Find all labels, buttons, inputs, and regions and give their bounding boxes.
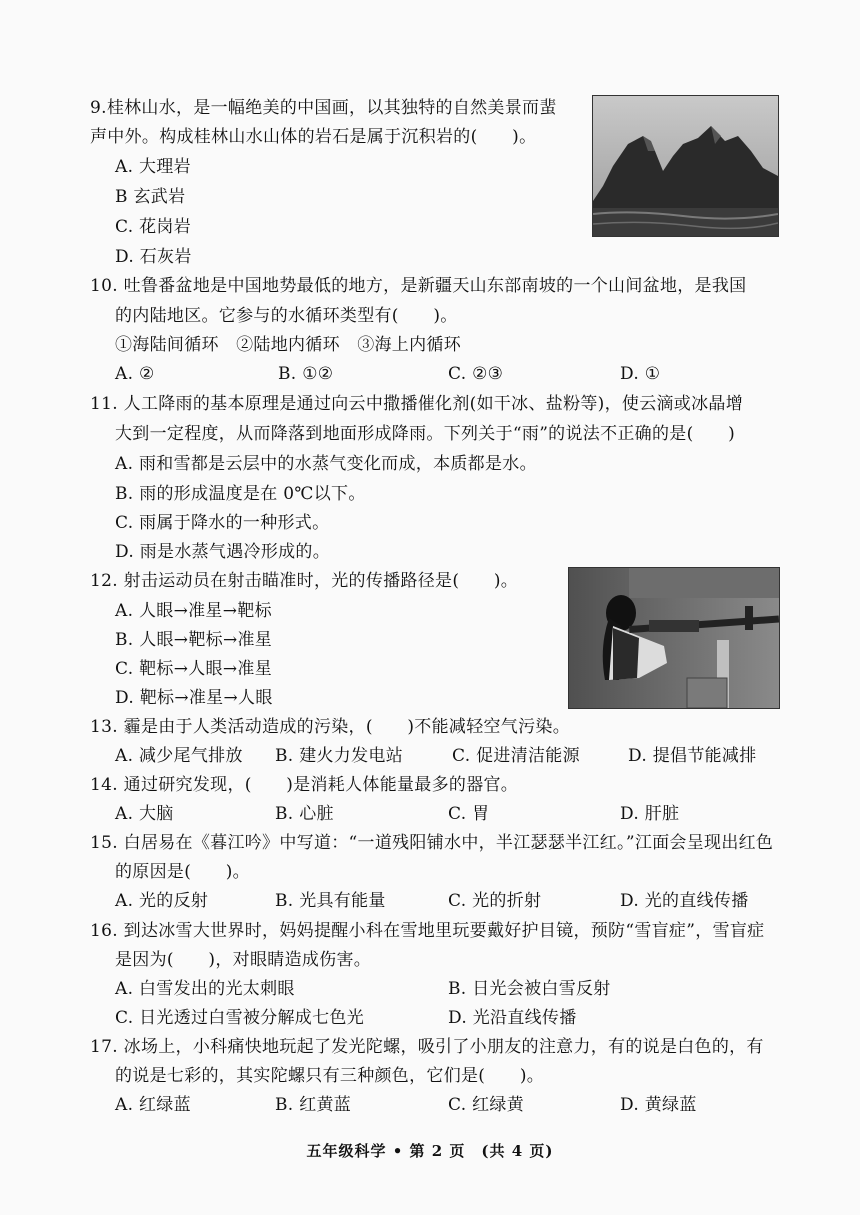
q14-option-c: C. 胃 <box>448 804 490 824</box>
q17-option-b: B. 红黄蓝 <box>275 1095 352 1115</box>
q12-option-b: B. 人眼→靶标→准星 <box>115 630 273 650</box>
q16-option-c: C. 日光透过白雪被分解成七色光 <box>115 1008 365 1028</box>
q12-stem: 12. 射击运动员在射击瞄准时，光的传播路径是( )。 <box>90 571 519 591</box>
q10-option-a: A. ② <box>115 364 155 384</box>
q14-option-a: A. 大脑 <box>115 804 174 824</box>
q12-option-c: C. 靶标→人眼→准星 <box>115 659 272 679</box>
q13-option-c: C. 促进清洁能源 <box>452 746 580 766</box>
q16-option-b: B. 日光会被白雪反射 <box>448 979 611 999</box>
q9-option-d: D. 石灰岩 <box>115 247 192 267</box>
q14-option-b: B. 心脏 <box>275 804 334 824</box>
q13-option-a: A. 减少尾气排放 <box>115 746 243 766</box>
q10-stem-line2: 的内陆地区。它参与的水循环类型有( )。 <box>115 306 458 326</box>
q17-option-d: D. 黄绿蓝 <box>620 1095 697 1115</box>
q10-option-b: B. ①② <box>278 364 334 384</box>
q9-stem-line1: 9.桂林山水，是一幅绝美的中国画，以其独特的自然美景而蜚 <box>90 98 557 118</box>
q17-stem-line2: 的说是七彩的，其实陀螺只有三种颜色，它们是( )。 <box>115 1066 545 1086</box>
q11-option-d: D. 雨是水蒸气遇冷形成的。 <box>115 542 331 562</box>
q10-stem-line1: 10. 吐鲁番盆地是中国地势最低的地方，是新疆天山东部南坡的一个山间盆地，是我国 <box>90 276 747 296</box>
q17-option-a: A. 红绿蓝 <box>115 1095 191 1115</box>
q16-stem-line1: 16. 到达冰雪大世界时，妈妈提醒小科在雪地里玩要戴好护目镜，预防“雪盲症”，雪盲症 <box>90 921 765 941</box>
q14-stem: 14. 通过研究发现，( )是消耗人体能量最多的器官。 <box>90 775 519 795</box>
q12-option-d: D. 靶标→准星→人眼 <box>115 688 273 708</box>
q10-option-d: D. ① <box>620 364 661 384</box>
guilin-karst-image <box>593 96 778 236</box>
shooter-photo <box>568 567 780 709</box>
q16-option-d: D. 光沿直线传播 <box>448 1008 577 1028</box>
q15-option-d: D. 光的直线传播 <box>620 891 749 911</box>
guilin-karst-photo <box>592 95 779 237</box>
q10-items: ①海陆间循环 ②陆地内循环 ③海上内循环 <box>115 335 461 355</box>
q9-option-a: A. 大理岩 <box>115 157 191 177</box>
q17-option-c: C. 红绿黄 <box>448 1095 525 1115</box>
q10-option-c: C. ②③ <box>448 364 504 384</box>
q15-option-a: A. 光的反射 <box>115 891 209 911</box>
q9-option-c: C. 花岗岩 <box>115 217 192 237</box>
q13-stem: 13. 霾是由于人类活动造成的污染，( )不能减轻空气污染。 <box>90 717 571 737</box>
q12-option-a: A. 人眼→准星→靶标 <box>115 601 272 621</box>
shooter-image <box>569 568 779 708</box>
q15-option-b: B. 光具有能量 <box>275 891 386 911</box>
q15-option-c: C. 光的折射 <box>448 891 542 911</box>
q9-option-b: B 玄武岩 <box>115 187 186 207</box>
q13-option-b: B. 建火力发电站 <box>275 746 403 766</box>
q11-stem-line1: 11. 人工降雨的基本原理是通过向云中撒播催化剂(如干冰、盐粉等)，使云滴或冰晶增 <box>90 394 744 414</box>
q11-option-a: A. 雨和雪都是云层中的水蒸气变化而成，本质都是水。 <box>115 454 537 474</box>
q14-option-d: D. 肝脏 <box>620 804 680 824</box>
q11-stem-line2: 大到一定程度，从而降落到地面形成降雨。下列关于“雨”的说法不正确的是( ) <box>115 424 736 444</box>
q13-option-d: D. 提倡节能减排 <box>628 746 757 766</box>
q16-option-a: A. 白雪发出的光太刺眼 <box>115 979 295 999</box>
q16-stem-line2: 是因为( )，对眼睛造成伤害。 <box>115 950 372 970</box>
q9-stem-line2: 声中外。构成桂林山水山体的岩石是属于沉积岩的( )。 <box>90 127 537 147</box>
q11-option-b: B. 雨的形成温度是在 0℃以下。 <box>115 484 366 504</box>
page-footer: 五年级科学 • 第 2 页 (共 4 页) <box>306 1142 554 1160</box>
q15-stem-line2: 的原因是( )。 <box>115 862 250 882</box>
q11-option-c: C. 雨属于降水的一种形式。 <box>115 513 330 533</box>
q15-stem-line1: 15. 白居易在《暮江吟》中写道：“一道残阳铺水中，半江瑟瑟半江红。”江面会呈现出红色 <box>90 833 774 853</box>
q17-stem-line1: 17. 冰场上，小科痛快地玩起了发光陀螺，吸引了小朋友的注意力，有的说是白色的，有 <box>90 1037 764 1057</box>
